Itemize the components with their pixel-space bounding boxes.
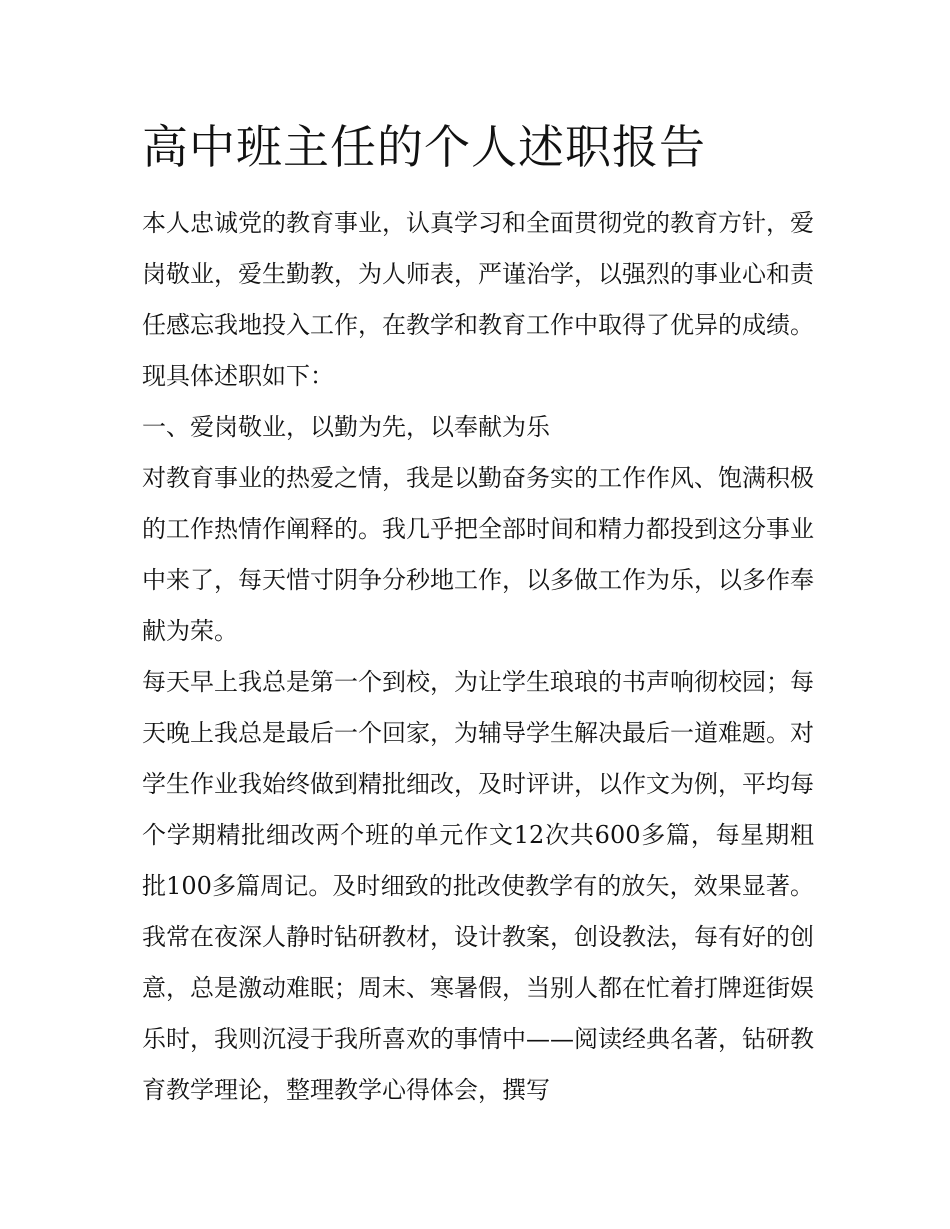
- document-body: [142, 112, 814, 1116]
- section-heading: 一、爱岗敬业，以勤为先，以奉献为乐: [142, 413, 550, 441]
- intro-paragraph: 本人忠诚党的教育事业，认真学习和全面贯彻党的教育方针，爱岗敬业，爱生勤教，为人师表，严谨治学，以强烈的事业心和责任感忘我地投入工作，在教学和教育工作中取得了优异的成绩。现具体述职如下：: [142, 209, 814, 390]
- body-paragraph: 对教育事业的热爱之情，我是以勤奋务实的工作作风、饱满积极的工作热情作阐释的。我几乎把全部时间和精力都投到这分事业中来了，每天惜寸阴争分秒地工作，以多做工作为乐，以多作奉献为荣。: [142, 464, 814, 645]
- body-paragraph: 每天早上我总是第一个到校，为让学生琅琅的书声响彻校园；每天晚上我总是最后一个回家，为辅导学生解决最后一道难题。对学生作业我始终做到精批细改，及时评讲，以作文为例，平均每个学期精批细改两个班的单元作文12次共600多篇，每星期粗批100多篇周记。及时细致的批改使教学有的放矢，效果显著。我常在夜深人静时钻研教材，设计教案，创设教法，每有好的创意，总是激动难眠；周末、寒暑假，当别人都在忙着打牌逛街娱乐时，我则沉浸于我所喜欢的事情中——阅读经典名著，钻研教育教学理论，整理教学心得体会，撰写: [142, 668, 814, 1104]
- document-title: 高中班主任的个人述职报告: [142, 120, 706, 174]
